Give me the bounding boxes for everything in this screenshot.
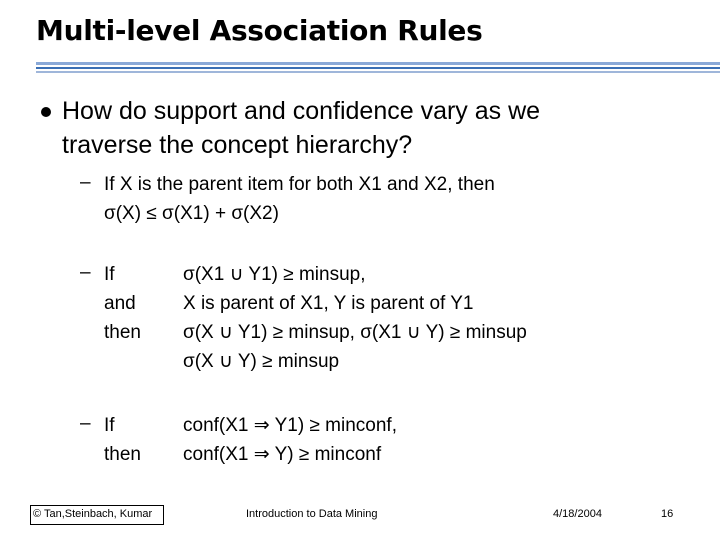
label-then: then <box>104 444 141 465</box>
footer-course: Introduction to Data Mining <box>246 508 378 520</box>
sub-bullet-2-labels <box>104 260 141 347</box>
sub-bullet-1-dash: – <box>80 172 91 193</box>
main-bullet-line-1: How do support and confidence vary as we <box>62 97 541 125</box>
sub-bullet-2-conditions <box>183 260 527 376</box>
bullet-icon <box>41 107 51 117</box>
main-bullet-line-2: traverse the concept hierarchy? <box>62 131 413 159</box>
condition-line-3: σ(X ∪ Y1) ≥ minsup, σ(X1 ∪ Y) ≥ minsup <box>183 322 527 343</box>
sub-bullet-3-conditions <box>183 411 397 469</box>
sub-bullet-2-dash: – <box>80 262 91 283</box>
condition-line-4: σ(X ∪ Y) ≥ minsup <box>183 351 340 372</box>
main-bullet-text <box>62 94 540 162</box>
label-then: then <box>104 322 141 343</box>
footer-date: 4/18/2004 <box>553 508 602 520</box>
sub-bullet-1-line-2: σ(X) ≤ σ(X1) + σ(X2) <box>104 203 279 224</box>
sub-bullet-1-text <box>104 170 495 228</box>
sub-bullet-3-dash: – <box>80 413 91 434</box>
footer-page-number: 16 <box>661 508 674 520</box>
label-and: and <box>104 293 136 314</box>
title-rule-top <box>36 62 720 65</box>
sub-bullet-3-labels <box>104 411 141 469</box>
slide-title: Multi-level Association Rules <box>36 14 483 47</box>
footer-copyright: © Tan,Steinbach, Kumar <box>33 508 153 520</box>
confidence-line-2: conf(X1 ⇒ Y) ≥ minconf <box>183 444 382 465</box>
confidence-line-1: conf(X1 ⇒ Y1) ≥ minconf, <box>183 415 397 436</box>
condition-line-2: X is parent of X1, Y is parent of Y1 <box>183 293 474 314</box>
label-if: If <box>104 264 115 285</box>
label-if: If <box>104 415 115 436</box>
title-rule-bottom <box>36 71 720 73</box>
title-rule-middle <box>36 67 720 69</box>
sub-bullet-1-line-1: If X is the parent item for both X1 and X2, then <box>104 174 495 195</box>
condition-line-1: σ(X1 ∪ Y1) ≥ minsup, <box>183 264 366 285</box>
